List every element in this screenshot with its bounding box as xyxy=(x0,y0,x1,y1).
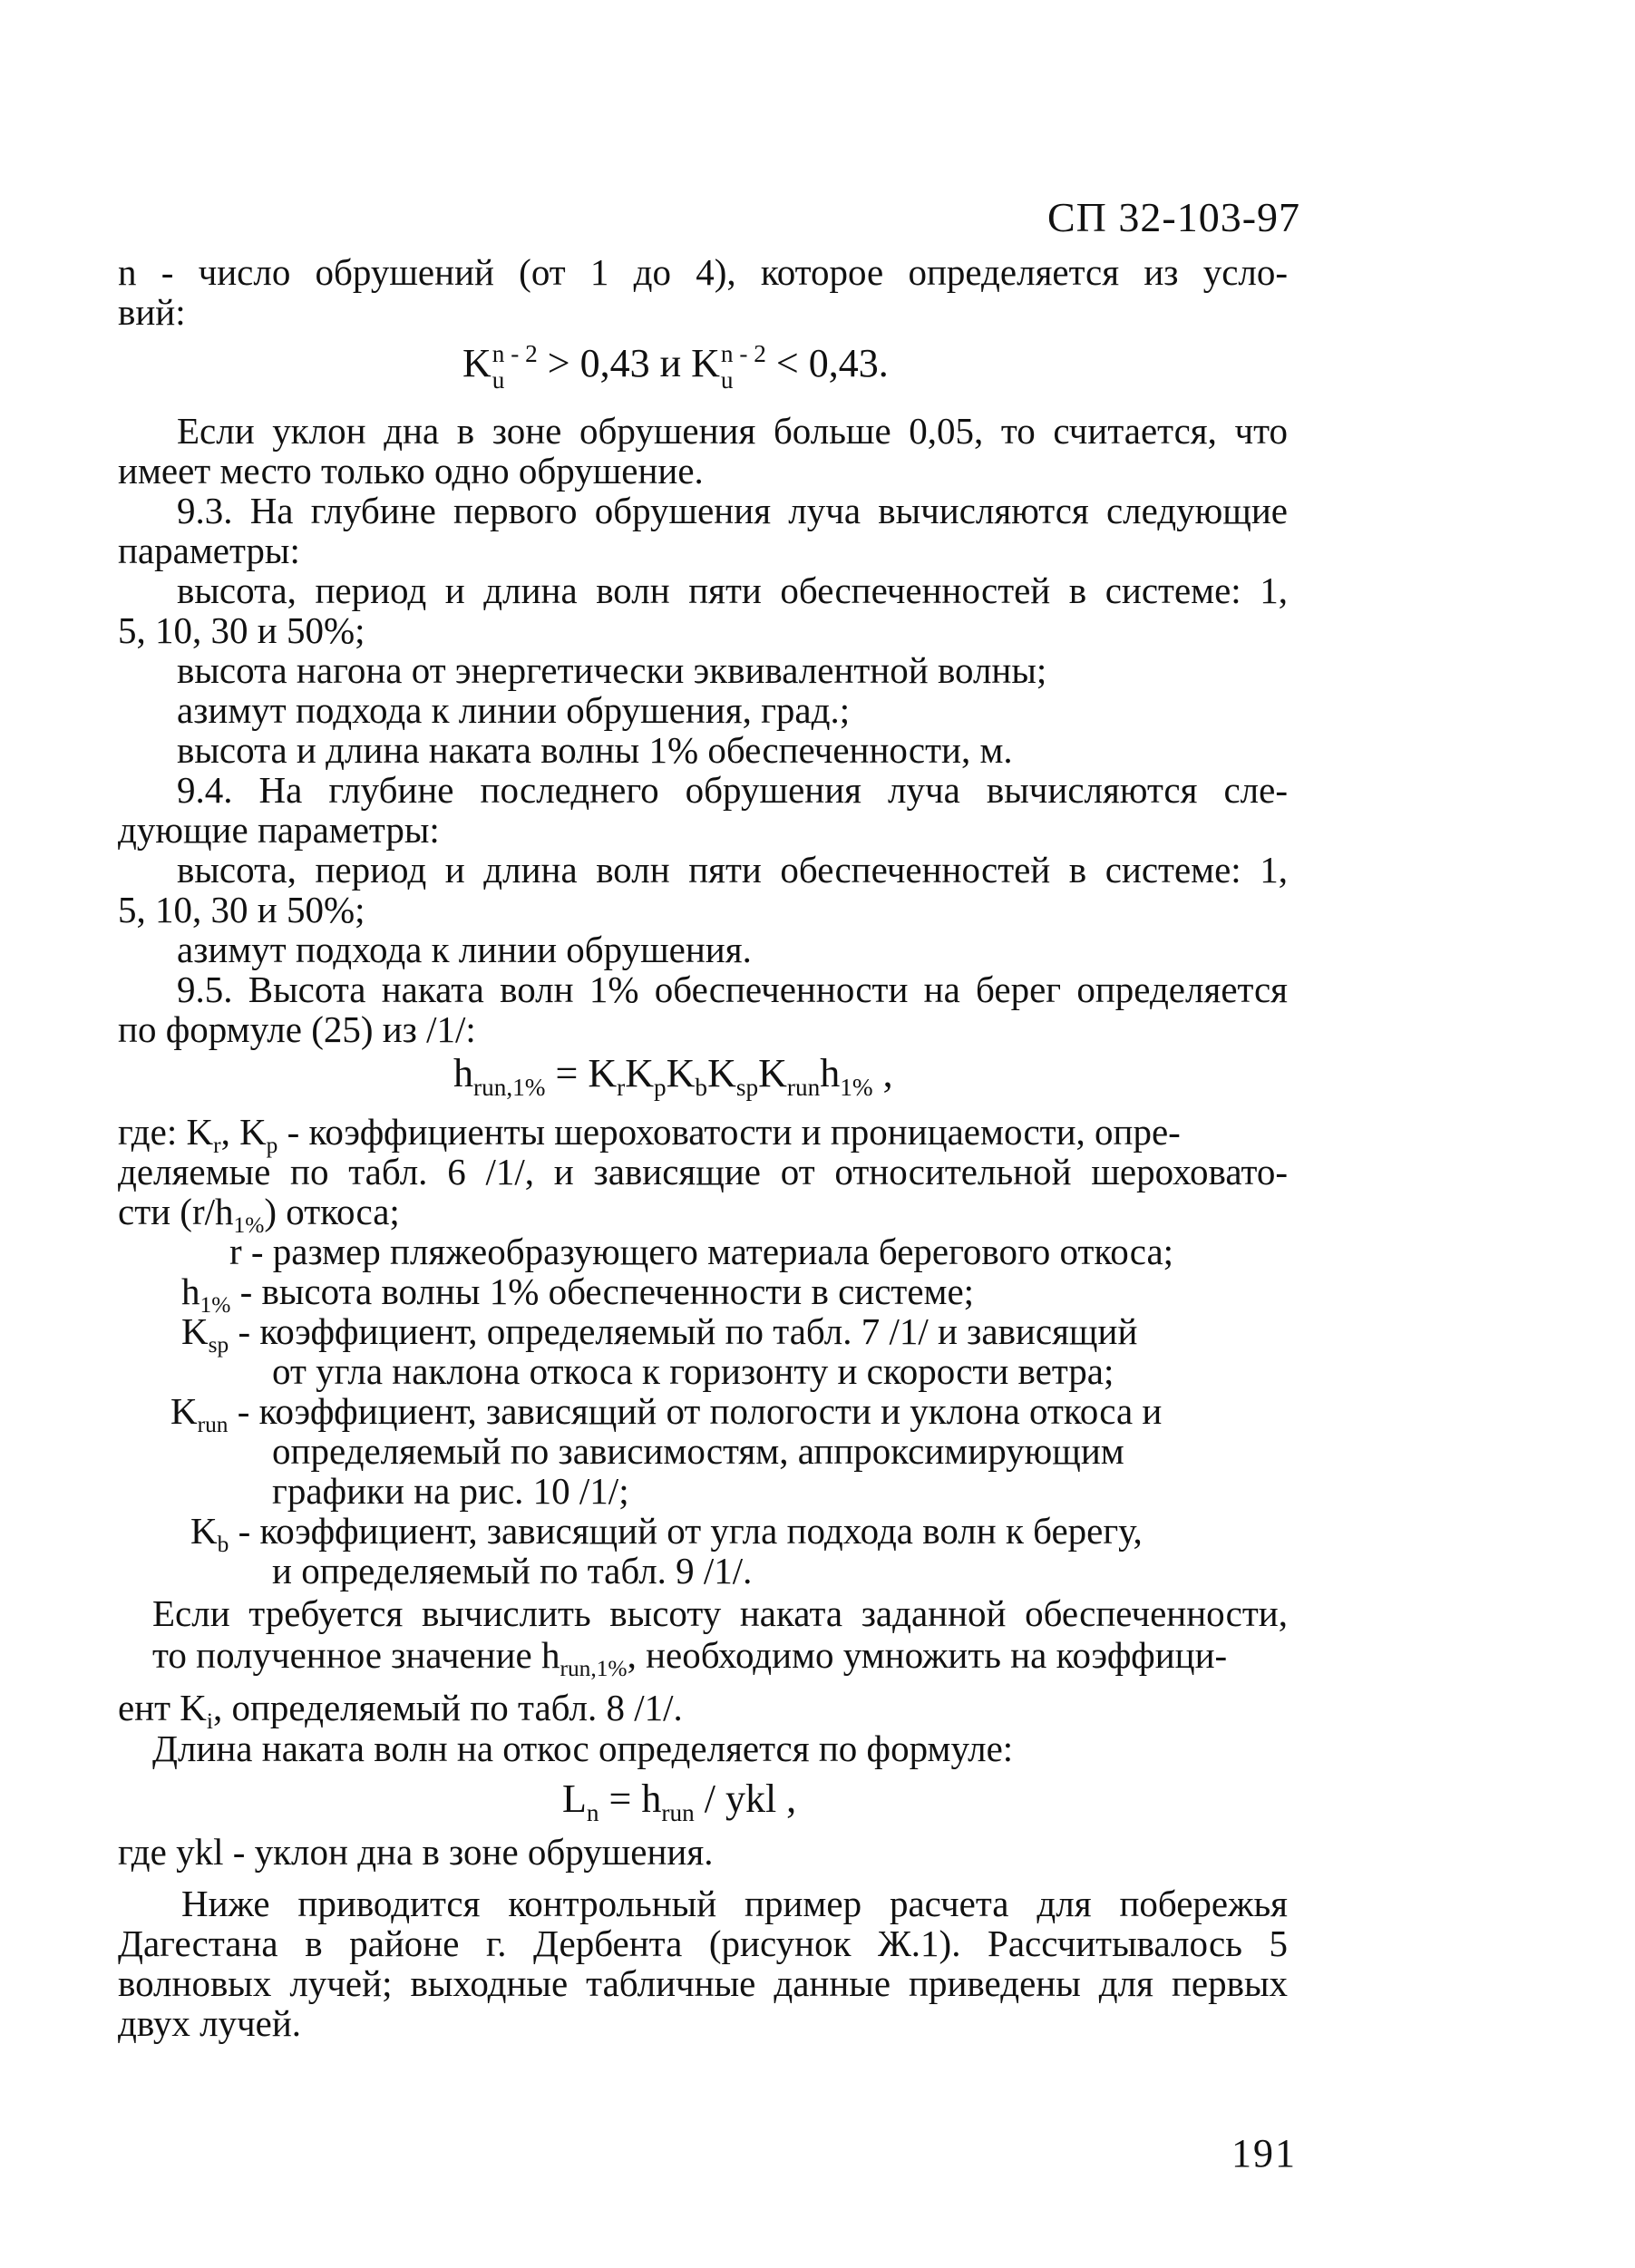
krun-symbol: K xyxy=(170,1390,198,1432)
n-definition-line-2: вий: xyxy=(118,291,186,333)
formula-k-r: K xyxy=(588,1051,618,1095)
roughness-ratio-subscript: 1% xyxy=(233,1212,265,1239)
example-paragraph-line-2: Дагестана в районе г. Дербента (рисунок Ж.1). Рассчитывалось 5 xyxy=(118,1922,1288,1964)
section-9-4-item-1-line-2: 5, 10, 30 и 50%; xyxy=(118,889,365,930)
ksp-definition-line-1 xyxy=(181,1310,1138,1358)
formula-condition-middle: > 0,43 и xyxy=(547,341,682,385)
section-9-3-item-2: высота нагона от энергетически эквивалентной волны; xyxy=(177,649,1047,691)
section-9-3-item-4: высота и длина наката волны 1% обеспеченности, м. xyxy=(177,729,1013,771)
krun-symbol-subscript: run xyxy=(197,1412,229,1438)
section-9-4-item-1-line-1: высота, период и длина волн пяти обеспеченностей в системе: 1, xyxy=(177,849,1288,891)
formula-lt: < xyxy=(775,341,799,385)
n-definition-line-1: n - число обрушений (от 1 до 4), которое определяется из усло- xyxy=(118,251,1288,293)
example-paragraph-line-3: волновых лучей; выходные табличные данные приведены для первых xyxy=(118,1962,1288,2004)
page-number: 191 xyxy=(1231,2131,1297,2176)
where-k-p: K xyxy=(239,1111,267,1153)
section-9-3-item-1-line-1: высота, период и длина волн пяти обеспеченностей в системе: 1, xyxy=(177,569,1288,611)
formula-h: h xyxy=(453,1051,473,1095)
kb-definition-line-1 xyxy=(190,1510,1143,1558)
h-definition xyxy=(181,1270,975,1319)
formula-k-r-subscript: r xyxy=(617,1073,626,1101)
slope-paragraph-line-2: имеет место только одно обрушение. xyxy=(118,450,704,492)
formula-k-run-subscript: run xyxy=(786,1073,821,1101)
h-definition-text: - высота волны 1% обеспеченности в системе; xyxy=(239,1270,975,1312)
other-probability-h: h xyxy=(540,1634,560,1676)
length-formula-rhs: / ykl , xyxy=(704,1776,797,1821)
length-formula-equals: = xyxy=(608,1776,632,1821)
length-formula-l-subscript: n xyxy=(586,1798,599,1826)
kb-symbol: K xyxy=(190,1510,218,1552)
ksp-definition-line-2: от угла наклона откоса к горизонту и скорости ветра; xyxy=(272,1350,1114,1392)
section-9-5-line-1: 9.5. Высота наката волн 1% обеспеченности на берег определяется xyxy=(177,969,1288,1010)
kb-definition-line-2: и определяемый по табл. 9 /1/. xyxy=(272,1550,753,1591)
other-probability-h-subscript: run,1% xyxy=(560,1656,628,1682)
ykl-definition: где ykl - уклон дна в зоне обрушения. xyxy=(118,1831,714,1873)
formula-k-b: K xyxy=(666,1051,696,1095)
krun-definition-line-3: графики на рис. 10 /1/; xyxy=(272,1470,629,1512)
length-formula-l: L xyxy=(562,1776,587,1821)
h-symbol: h xyxy=(181,1270,200,1312)
other-probability-pre: то полученное значение xyxy=(152,1634,532,1676)
where-dash: - xyxy=(287,1111,300,1153)
section-9-3-item-1-line-2: 5, 10, 30 и 50%; xyxy=(118,609,365,651)
formula-equals: = xyxy=(555,1051,579,1095)
example-paragraph-line-4: двух лучей. xyxy=(118,2002,302,2044)
krun-definition-line-1 xyxy=(170,1390,1163,1438)
formula-k-2: K xyxy=(691,341,720,385)
h-symbol-subscript: 1% xyxy=(200,1292,231,1319)
section-9-3-line-1: 9.3. На глубине первого обрушения луча вычисляются следующие xyxy=(177,490,1288,531)
formula-h-1-subscript: 1% xyxy=(840,1073,873,1101)
formula-subscript-u-2: u xyxy=(720,365,734,394)
document-code-header: СП 32-103-97 xyxy=(1047,194,1301,240)
formula-k-sp: K xyxy=(707,1051,736,1095)
runup-height-formula xyxy=(453,1050,893,1101)
section-9-3-item-3: азимут подхода к линии обрушения, град.; xyxy=(177,689,851,731)
where-kr-kp-line-2: деляемые по табл. 6 /1/, и зависящие от относительной шероховато- xyxy=(118,1151,1288,1192)
ksp-symbol-subscript: sp xyxy=(208,1332,229,1358)
formula-subscript-u-1: u xyxy=(491,365,505,394)
other-probability-tail: , определяемый по табл. 8 /1/. xyxy=(212,1687,683,1728)
roughness-ratio-post: ) откоса; xyxy=(264,1191,400,1232)
formula-comma: , xyxy=(882,1051,893,1095)
length-formula-h: h xyxy=(641,1776,662,1821)
ksp-definition-text: - коэффициент, определяемый по табл. 7 /1/ и зависящий xyxy=(238,1310,1138,1352)
other-probability-post: , необходимо умножить на коэффици- xyxy=(627,1634,1228,1676)
example-paragraph-line-1: Ниже приводится контрольный пример расчета для побережья xyxy=(181,1883,1288,1924)
formula-k-p-subscript: p xyxy=(654,1073,667,1101)
section-9-4-item-2: азимут подхода к линии обрушения. xyxy=(177,929,752,970)
formula-condition-tail: 0,43. xyxy=(808,341,889,385)
kb-symbol-subscript: b xyxy=(217,1532,229,1558)
roughness-ratio-pre: сти (r/h xyxy=(118,1191,234,1232)
section-9-5-line-2: по формуле (25) из /1/: xyxy=(118,1008,476,1050)
section-9-4-line-1: 9.4. На глубине последнего обрушения луча вычисляются сле- xyxy=(177,769,1288,811)
krun-definition-text: - коэффициент, зависящий от пологости и уклона откоса и xyxy=(237,1390,1163,1432)
length-formula-h-subscript: run xyxy=(661,1798,695,1826)
where-k-p-subscript: p xyxy=(266,1133,278,1159)
where-kr-kp-line-1 xyxy=(118,1111,1181,1159)
ksp-symbol: K xyxy=(181,1310,209,1352)
runup-length-intro: Длина наката волн на откос определяется по формуле: xyxy=(152,1728,1014,1769)
section-9-3-line-2: параметры: xyxy=(118,530,300,571)
other-probability-line-3 xyxy=(118,1687,683,1735)
kb-definition-text: - коэффициент, зависящий от угла подхода волн к берегу, xyxy=(238,1510,1143,1552)
other-probability-k: ент K xyxy=(118,1687,207,1728)
where-kr-kp-line-3 xyxy=(118,1191,400,1239)
other-probability-k-subscript: i xyxy=(206,1708,213,1735)
where-separator: , xyxy=(220,1111,230,1153)
formula-h-run-subscript: run,1% xyxy=(473,1073,546,1101)
r-definition: r - размер пляжеобразующего материала берегового откоса; xyxy=(229,1231,1174,1272)
slope-paragraph-line-1: Если уклон дна в зоне обрушения больше 0,05, то считается, что xyxy=(177,410,1288,452)
where-k-r: K xyxy=(186,1111,214,1153)
breaking-condition-formula xyxy=(462,340,889,394)
where-label: где: xyxy=(118,1111,178,1153)
section-9-4-line-2: дующие параметры: xyxy=(118,809,440,851)
other-probability-line-2 xyxy=(152,1634,1228,1682)
formula-k-sp-subscript: sp xyxy=(735,1073,759,1101)
formula-h-1: h xyxy=(820,1051,841,1095)
formula-k-run: K xyxy=(758,1051,787,1095)
formula-exponent-1: n - 2 xyxy=(491,340,538,368)
formula-k-p: K xyxy=(625,1051,654,1095)
formula-k-b-subscript: b xyxy=(695,1073,708,1101)
where-kr-kp-text: коэффициенты шероховатости и проницаемости, опре- xyxy=(308,1111,1181,1153)
other-probability-line-1: Если требуется вычислить высоту наката заданной обеспеченности, xyxy=(152,1592,1288,1634)
runup-length-formula xyxy=(562,1776,797,1826)
krun-definition-line-2: определяемый по зависимостям, аппроксимирующим xyxy=(272,1430,1124,1472)
formula-exponent-2: n - 2 xyxy=(720,340,766,368)
where-k-r-subscript: r xyxy=(213,1133,221,1159)
formula-k-1: K xyxy=(462,341,491,385)
